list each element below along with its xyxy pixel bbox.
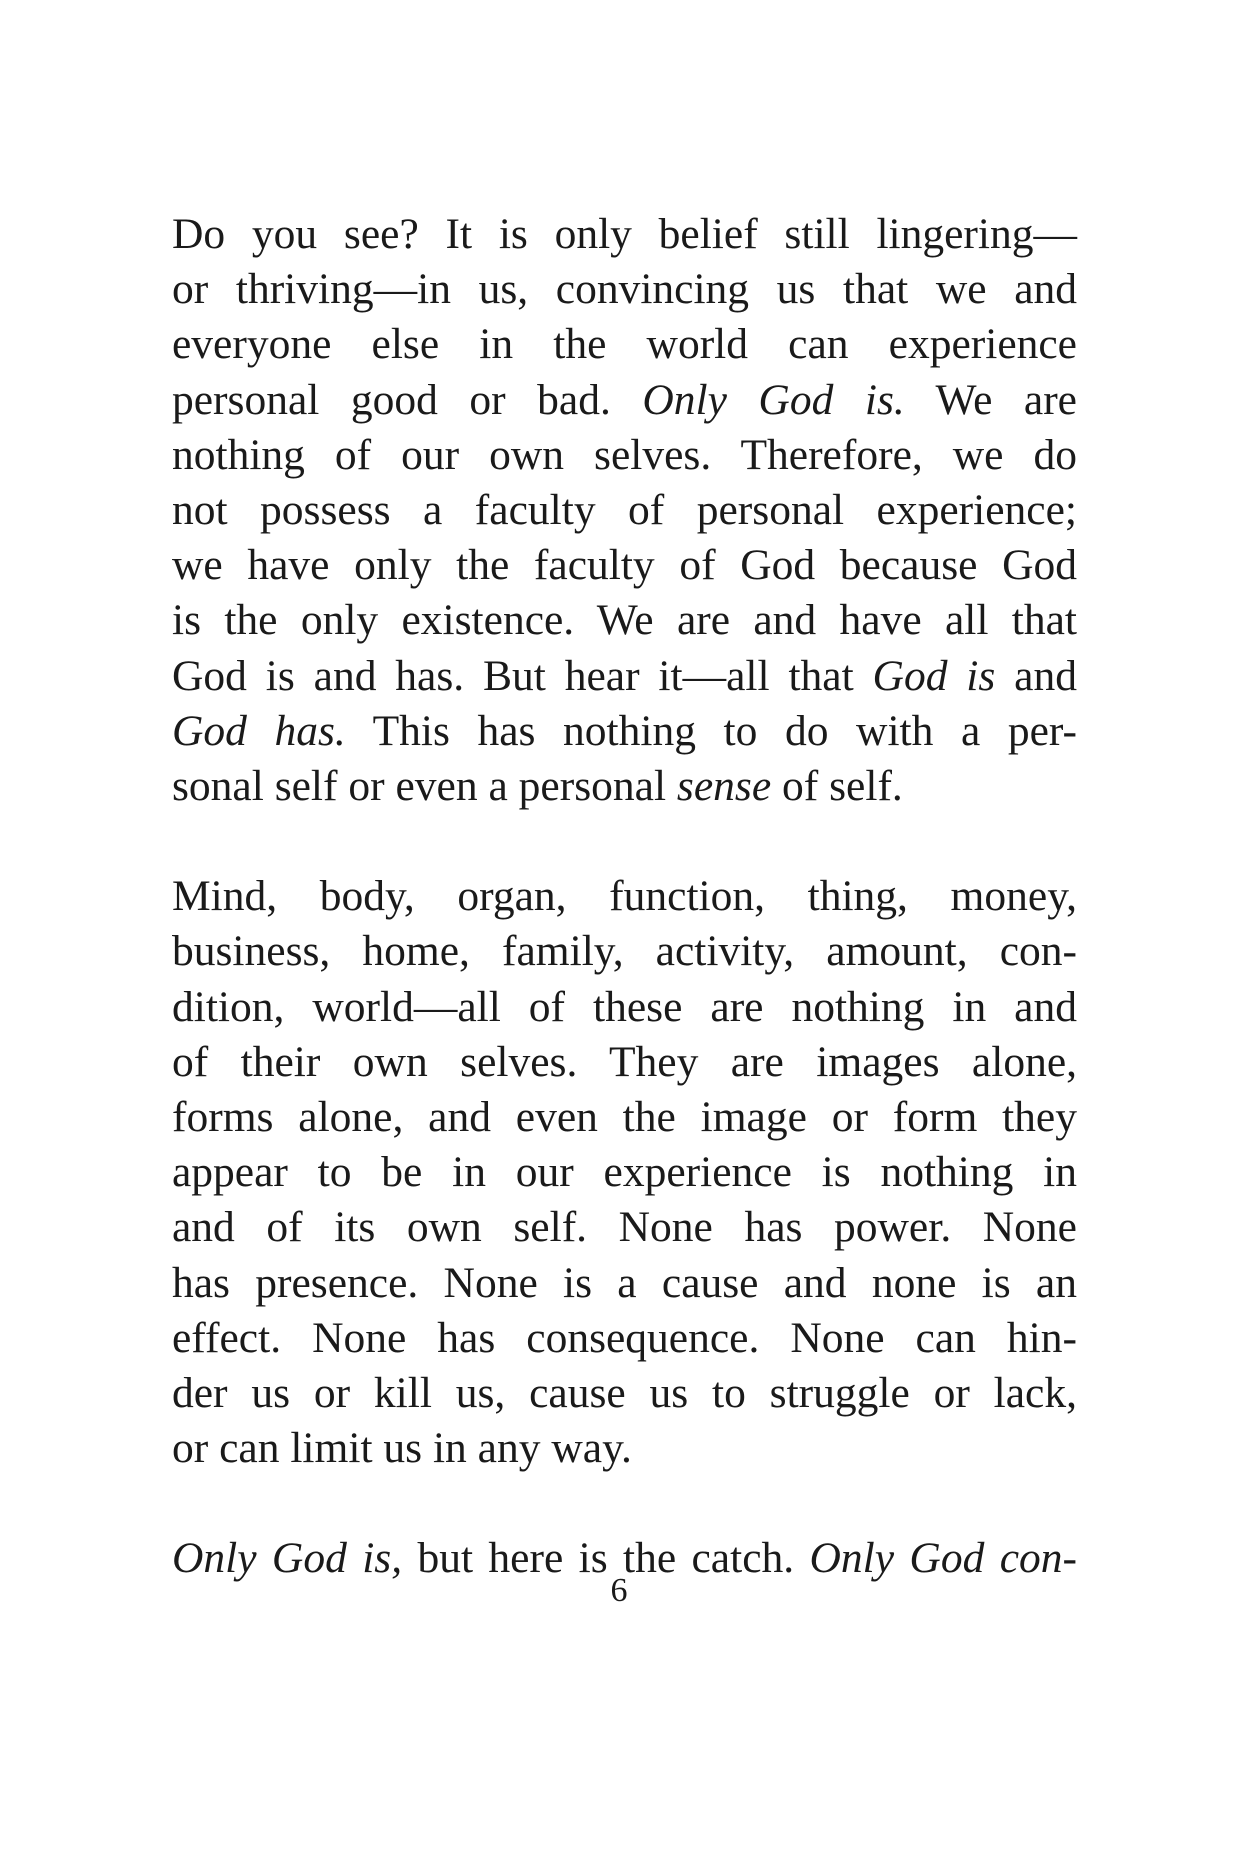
text-line xyxy=(172,373,1077,428)
page-number: 6 xyxy=(610,1572,628,1609)
text-segment: We are xyxy=(904,375,1077,424)
text-line: we have only the faculty of God because God xyxy=(172,541,1077,590)
text-line xyxy=(172,759,1077,814)
text-line: forms alone, and even the image or form they xyxy=(172,1093,1077,1142)
paragraph-2 xyxy=(172,869,1077,1476)
paragraph-spacer xyxy=(172,1476,1077,1531)
text-line xyxy=(172,649,1077,704)
text-line: der us or kill us, cause us to struggle or lack, xyxy=(172,1369,1077,1418)
text-segment: personal good or bad. xyxy=(172,375,643,424)
text-segment: sonal self or even a personal xyxy=(172,762,677,811)
body-text xyxy=(172,207,1077,1587)
text-line: or thriving—in us, convincing us that we and xyxy=(172,265,1077,314)
text-line: is the only existence. We are and have all that xyxy=(172,596,1077,645)
text-line: dition, world—all of these are nothing in and xyxy=(172,982,1077,1031)
text-line: Do you see? It is only belief still lingering— xyxy=(172,210,1077,258)
text-line: business, home, family, activity, amount, con- xyxy=(172,927,1077,976)
italic-text: Only God is. xyxy=(642,375,905,424)
italic-text: God has. xyxy=(172,706,346,755)
text-line: has presence. None is a cause and none is an xyxy=(172,1258,1077,1307)
paragraph-1 xyxy=(172,207,1077,814)
text-line: everyone else in the world can experience xyxy=(172,320,1077,369)
text-line: Mind, body, organ, function, thing, money, xyxy=(172,872,1077,921)
text-line: not possess a faculty of personal experience; xyxy=(172,486,1077,535)
text-line: and of its own self. None has power. None xyxy=(172,1203,1077,1252)
text-line: effect. None has consequence. None can hin- xyxy=(172,1313,1077,1362)
text-segment: This has nothing to do with a per- xyxy=(345,706,1077,755)
italic-text: Only God con- xyxy=(809,1534,1077,1583)
italic-text: sense xyxy=(676,762,772,811)
text-segment: of self. xyxy=(771,762,903,811)
text-line: nothing of our own selves. Therefore, we do xyxy=(172,430,1077,479)
italic-text: Only God is, xyxy=(172,1534,403,1583)
text-line: of their own selves. They are images alone, xyxy=(172,1037,1077,1086)
text-segment: God is and has. But hear it—all that xyxy=(172,651,873,700)
italic-text: God is xyxy=(872,651,996,700)
text-segment: but here is the catch. xyxy=(402,1534,810,1583)
text-line xyxy=(172,704,1077,759)
paragraph-spacer xyxy=(172,814,1077,869)
text-line: appear to be in our experience is nothing in xyxy=(172,1148,1077,1197)
text-segment: and xyxy=(995,651,1077,700)
text-line: or can limit us in any way. xyxy=(172,1424,632,1473)
